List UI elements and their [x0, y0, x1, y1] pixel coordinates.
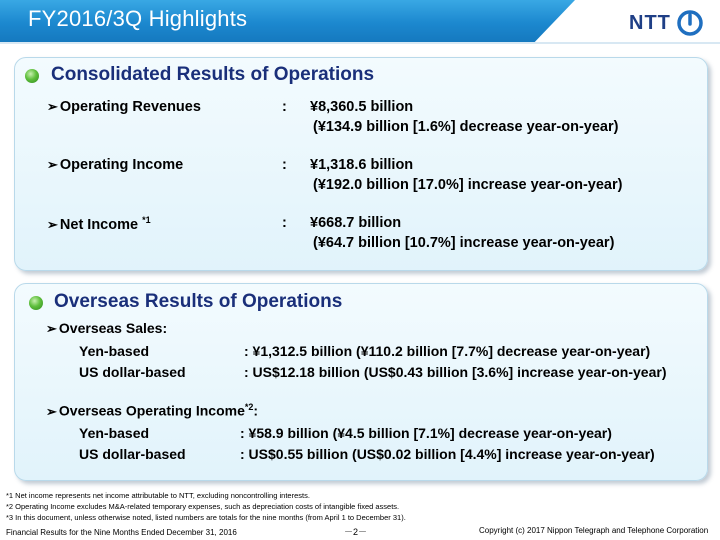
sales-yen-value: : ¥1,312.5 billion (¥110.2 billion [7.7%] decrease year-on-year) [244, 343, 651, 359]
net-income-value: ¥668.7 billion [310, 215, 402, 231]
green-bullet-icon [25, 69, 39, 83]
sales-usd-value: : US$12.18 billion (US$0.43 billion [3.6%] increase year-on-year) [244, 364, 667, 380]
title-divider [0, 42, 720, 44]
operating-revenues-detail: (¥134.9 billion [1.6%] decrease year-on-year) [313, 119, 619, 135]
net-income-sep: : [282, 215, 287, 231]
footer-left: Financial Results for the Nine Months Ended December 31, 2016 [6, 528, 237, 537]
sales-usd-label: US dollar-based [79, 364, 186, 380]
arrow-bullet-icon: ➢ [47, 216, 58, 232]
op-income-usd-label: US dollar-based [79, 446, 186, 462]
page-number: －2－ [344, 527, 368, 537]
overseas-op-income-label: ➢ Overseas Operating Income$^{*2}$: [46, 402, 259, 419]
arrow-bullet-icon: ➢ [46, 321, 57, 336]
consolidated-heading: Consolidated Results of Operations [51, 64, 375, 85]
ntt-loop-icon [677, 10, 703, 36]
operating-revenues-label: ➢ Operating Revenues [47, 99, 201, 115]
operating-income-sep: : [282, 157, 287, 173]
arrow-bullet-icon: ➢ [47, 157, 58, 172]
footnote-3: *3 In this document, unless otherwise noted, listed numbers are totals for the nine months (from April 1 to December 31). [6, 513, 406, 522]
logo-text: NTT [629, 11, 671, 34]
op-income-yen-value: : ¥58.9 billion (¥4.5 billion [7.1%] decrease year-on-year) [240, 425, 612, 441]
sales-yen-label: Yen-based [79, 343, 150, 359]
footer-copyright: Copyright (c) 2017 Nippon Telegraph and Telephone Corporation [479, 526, 709, 535]
operating-income-label: ➢ Operating Income [47, 157, 184, 173]
net-income-label: ➢ Net Income $^{*1}$ [47, 215, 151, 233]
net-income-detail: (¥64.7 billion [10.7%] increase year-on-year) [313, 235, 615, 251]
operating-revenues-sep: : [282, 99, 287, 115]
overseas-heading: Overseas Results of Operations [54, 291, 343, 312]
operating-revenues-value: ¥8,360.5 billion [310, 99, 414, 115]
footnote-ref: *2 [244, 402, 254, 412]
operating-income-value: ¥1,318.6 billion [310, 157, 414, 173]
green-bullet-icon [29, 296, 43, 310]
overseas-sales-label: ➢ Overseas Sales: [46, 320, 168, 336]
op-income-usd-value: : US$0.55 billion (US$0.02 billion [4.4%] increase year-on-year) [240, 446, 655, 462]
footnote-1: *1 Net income represents net income attributable to NTT, excluding noncontrolling interests. [6, 491, 310, 500]
op-income-yen-label: Yen-based [79, 425, 150, 441]
arrow-bullet-icon: ➢ [46, 403, 57, 419]
ntt-logo [629, 9, 703, 37]
operating-income-detail: (¥192.0 billion [17.0%] increase year-on-year) [313, 177, 623, 193]
arrow-bullet-icon: ➢ [47, 99, 58, 114]
footnote-2: *2 Operating Income excludes M&A-related temporary expenses, such as depreciation costs of intangible fixed assets. [6, 502, 400, 511]
footnote-ref: *1 [142, 215, 151, 225]
page-title: FY2016/3Q Highlights [28, 6, 248, 31]
